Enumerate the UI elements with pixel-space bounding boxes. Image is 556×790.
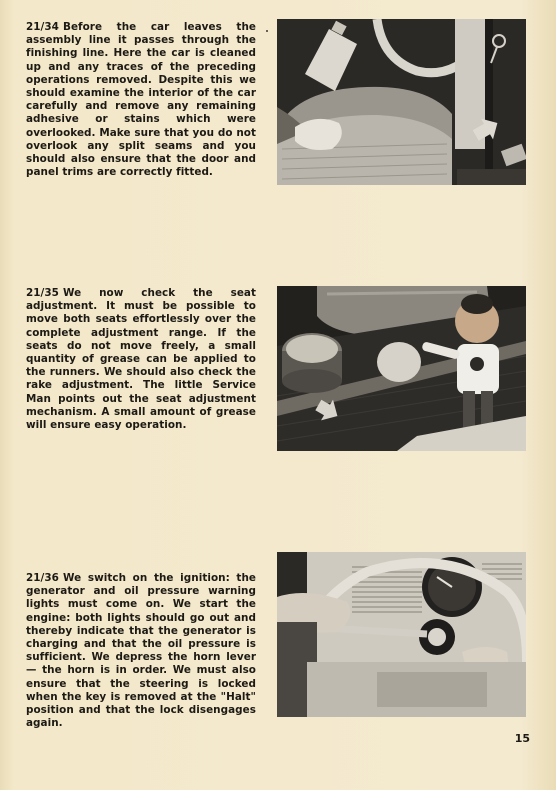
section-21-36-text xyxy=(26,572,256,730)
section-21-34-text xyxy=(26,21,256,179)
section-body: Before the car leaves the assembly line it passes through the finishing line. Here the car is cleaned up and any traces of the preceding operations removed. Despite this we should examine the interior of the car carefully and remove any remaining adhesive or stains which were overlooked. Make sure that you do not overlook any split seams and you should also ensure that the door and panel trims are correctly fitted. xyxy=(26,21,256,179)
section-21-35-text xyxy=(26,287,256,432)
print-speck xyxy=(266,30,268,32)
page-number: 15 xyxy=(514,732,530,745)
section-body: We now check the seat adjustment. It must be possible to move both seats effortlessly over the complete adjustment range. If the seats do not move freely, a small quantity of grease can be applied to the runners. We should also check the rake adjustment. The little Service Man points out the seat adjustment mechanism. A small amount of grease will ensure easy operation. xyxy=(26,287,256,432)
section-number: 21/34 xyxy=(26,21,59,33)
interior-cleaning-photo xyxy=(277,19,526,185)
seat-runner-grease-photo xyxy=(277,286,526,451)
section-body: We switch on the ignition: the generator and oil pressure warning lights must come on. We start the engine: both lights should go out and thereby indicate that the generator is charging and that the oil pressure is sufficient. We depress the horn lever — the horn is in order. We must also ensure that the steering is locked when the key is removed at the "Halt" position and that the lock disengages again. xyxy=(26,572,256,730)
section-number: 21/35 xyxy=(26,287,59,299)
dashboard-ignition-photo xyxy=(277,552,526,717)
section-number: 21/36 xyxy=(26,572,59,584)
